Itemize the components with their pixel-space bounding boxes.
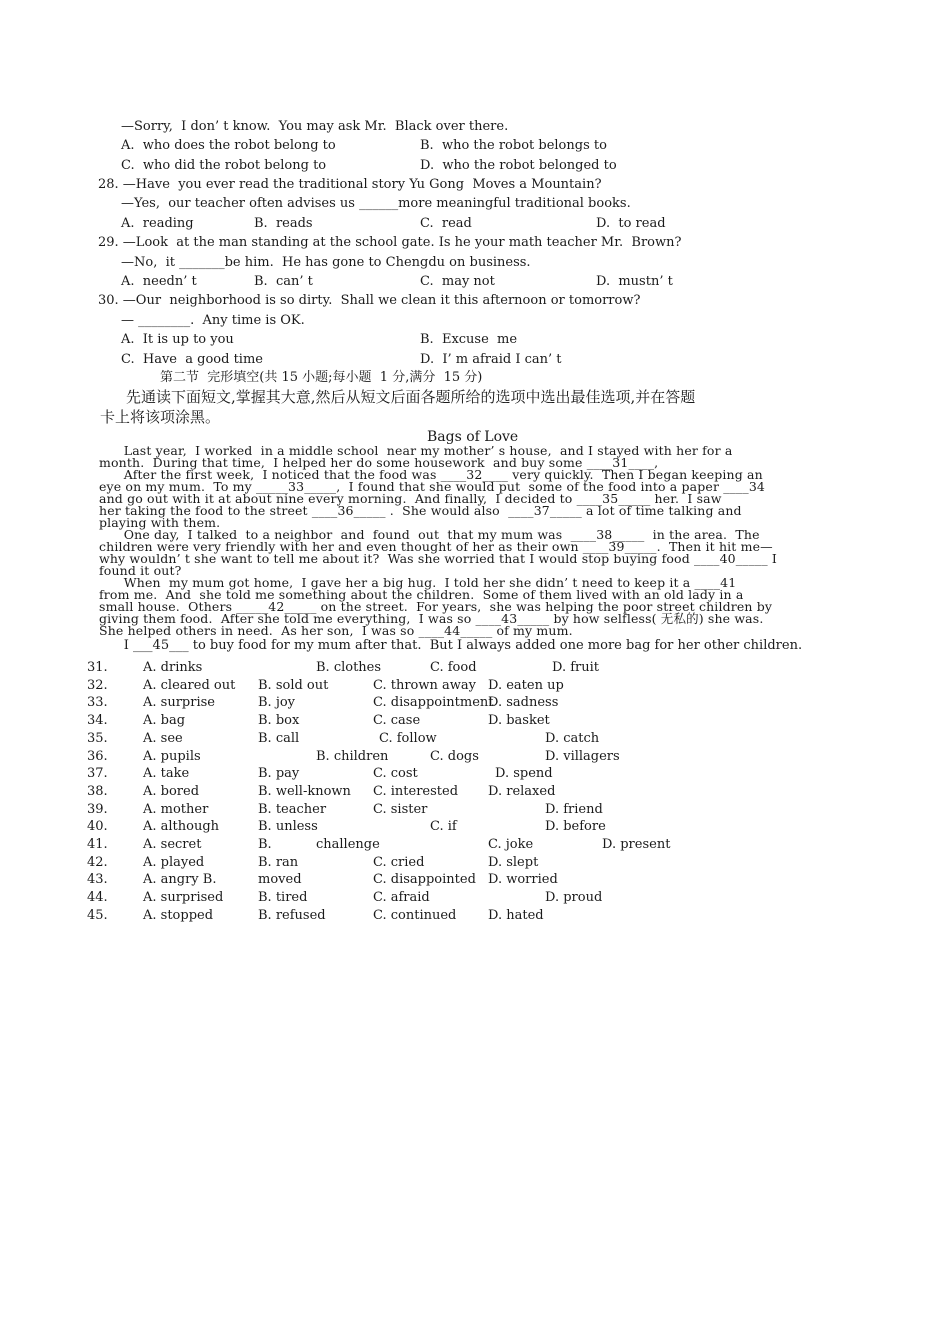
option-choice: C. dogs — [430, 748, 479, 764]
option-choice: B. refused — [258, 907, 326, 923]
passage-line: eye on my mum. To my _____33_____, I found that she would put some of the food into a paper ____34 — [99, 479, 766, 494]
option-choice: B. ran — [258, 854, 299, 870]
option-choice: A. bag — [143, 713, 186, 729]
option-choice: C. follow — [379, 730, 437, 746]
option-choice: C. interested — [373, 783, 459, 799]
option-choice: A. pupils — [143, 748, 201, 764]
option-choice: C. afraid — [373, 890, 430, 906]
option-choice: D. hated — [488, 907, 544, 923]
passage-line: When my mum got home, I gave her a big hug. I told her she didn’ t need to keep it a ____41 — [99, 575, 737, 590]
section-instruction-1: 先通读下面短文,掌握其大意,然后从短文后面各题所给的选项中选出最佳选项,并在答题 — [126, 388, 696, 406]
q28-option-d: D. to read — [596, 216, 666, 231]
option-choice: A. played — [143, 854, 205, 870]
q30-option-b: B. Excuse me — [420, 332, 518, 347]
q27-option-d: D. who the robot belonged to — [420, 158, 617, 173]
passage-line: and go out with it at about nine every morning. And finally, I decided to ____35_____ her. I saw — [99, 491, 722, 506]
option-choice: D. sadness — [488, 695, 559, 711]
q29-option-c: C. may not — [420, 274, 495, 289]
passage-line: from me. And she told me something about the children. Some of them lived with an old lady in a — [99, 587, 744, 602]
option-choice: D. proud — [545, 890, 603, 906]
option-choice: D. catch — [545, 730, 600, 746]
option-choice: D. fruit — [552, 660, 600, 675]
option-row-number: 31. — [87, 660, 108, 675]
q27-answer-line: —Sorry, I don’ t know. You may ask Mr. Black over there. — [121, 119, 509, 134]
option-choice: C. continued — [373, 907, 457, 923]
option-choice: B. joy — [258, 695, 296, 711]
option-row-number: 34. — [87, 713, 108, 729]
q30-answer-line: — ________. Any time is OK. — [121, 313, 305, 328]
q27-option-c: C. who did the robot belong to — [121, 158, 327, 173]
passage-line: giving them food. After she told me everything, I was so ____43_____ by how selfless( 无私的) she was. — [99, 611, 764, 626]
passage-line: She helped others in need. As her son, I was so ____44_____ of my mum. — [99, 623, 573, 638]
passage-line: playing with them. — [99, 515, 221, 530]
option-choice: D. worried — [488, 872, 558, 888]
q27-option-a: A. who does the robot belong to — [121, 138, 336, 153]
passage-line: her taking the food to the street ____36_____ . She would also ____37_____ a lot of time talking and — [99, 503, 742, 518]
option-choice: A. stopped — [143, 907, 214, 923]
option-choice: B. teacher — [258, 801, 327, 817]
passage-title: Bags of Love — [427, 429, 519, 445]
option-choice: B. children — [316, 748, 389, 764]
option-choice: A. although — [143, 819, 220, 835]
option-row-number: 32. — [87, 677, 108, 693]
q30-question: 30. —Our neighborhood is so dirty. Shall we clean it this afternoon or tomorrow? — [98, 293, 641, 308]
q28-answer-line: —Yes, our teacher often advises us ______more meaningful traditional books. — [121, 196, 631, 211]
option-row-number: 40. — [87, 819, 108, 835]
option-choice: challenge — [316, 837, 380, 852]
option-choice: B. sold out — [258, 677, 329, 693]
option-row-number: 35. — [87, 730, 108, 746]
option-choice: B. unless — [258, 819, 318, 835]
q28-option-b: B. reads — [254, 216, 313, 231]
option-choice: A. surprised — [143, 890, 224, 906]
option-choice: B. clothes — [316, 660, 382, 675]
option-choice: A. drinks — [143, 660, 203, 675]
option-choice: C. cried — [373, 854, 425, 870]
option-row-number: 37. — [87, 766, 108, 782]
option-choice: B. tired — [258, 890, 308, 906]
option-choice: D. spend — [495, 766, 553, 782]
passage-line: After the first week, I noticed that the food was ____32____ very quickly. Then I began keeping an — [99, 467, 763, 482]
q29-option-b: B. can’ t — [254, 274, 313, 289]
q29-option-d: D. mustn’ t — [596, 274, 673, 289]
passage-line: children were very friendly with her and even thought of her as their own ____39_____. Then it hit me— — [99, 539, 773, 554]
option-choice: A. take — [143, 766, 190, 782]
option-choice: D. before — [545, 819, 606, 835]
q29-option-a: A. needn’ t — [121, 274, 197, 289]
option-choice: C. joke — [488, 837, 534, 852]
option-choice: A. cleared out — [143, 677, 236, 693]
option-choice: D. basket — [488, 713, 550, 729]
option-choice: A. angry B. — [143, 872, 217, 888]
passage-line: One day, I talked to a neighbor and found out that my mum was ____38_____ in the area. The — [99, 527, 760, 542]
option-choice: A. secret — [143, 837, 202, 852]
q29-question: 29. —Look at the man standing at the school gate. Is he your math teacher Mr. Brown? — [98, 235, 682, 250]
option-choice: C. disappointed — [373, 872, 476, 888]
option-row-number: 45. — [87, 907, 108, 923]
option-choice: C. sister — [373, 801, 428, 817]
option-choice: C. food — [430, 660, 477, 675]
q28-option-a: A. reading — [121, 216, 194, 231]
option-row-number: 38. — [87, 783, 108, 799]
q30-option-c: C. Have a good time — [121, 352, 263, 367]
option-choice: B. call — [258, 730, 300, 746]
option-choice: moved — [258, 872, 302, 888]
passage-line: month. During that time, I helped her do some housework and buy some ____31____, — [99, 455, 659, 470]
option-choice: D. slept — [488, 854, 539, 870]
option-choice: D. present — [602, 837, 671, 852]
option-row-number: 44. — [87, 890, 108, 906]
option-choice: D. eaten up — [488, 677, 564, 693]
option-choice: D. friend — [545, 801, 603, 817]
option-row-number: 41. — [87, 837, 108, 852]
option-choice: A. bored — [143, 783, 200, 799]
passage-last-line: I ___45___ to buy food for my mum after that. But I always added one more bag for her other children. — [99, 638, 803, 653]
option-choice: C. if — [430, 819, 457, 835]
option-choice: A. see — [143, 730, 183, 746]
passage-line: why wouldn’ t she want to tell me about it? Was she worried that I would stop buying food ____40_____ I — [99, 551, 777, 566]
q28-question: 28. —Have you ever read the traditional story Yu Gong Moves a Mountain? — [98, 177, 602, 192]
section-instruction-2: 卡上将该项涂黑。 — [100, 408, 221, 426]
q29-answer-line: —No, it _______be him. He has gone to Chengdu on business. — [121, 255, 531, 270]
option-choice: B. pay — [258, 766, 300, 782]
option-choice: C. disappointment — [373, 695, 494, 711]
option-choice: B. well-known — [258, 783, 351, 799]
q27-option-b: B. who the robot belongs to — [420, 138, 607, 153]
passage-line: found it out? — [99, 563, 182, 578]
q30-option-a: A. It is up to you — [121, 332, 234, 347]
option-row-number: 42. — [87, 854, 108, 870]
option-choice: C. case — [373, 713, 421, 729]
option-choice: C. cost — [373, 766, 418, 782]
option-choice: D. relaxed — [488, 783, 556, 799]
option-choice: B. box — [258, 713, 300, 729]
option-choice: A. surprise — [143, 695, 215, 711]
option-row-number: 43. — [87, 872, 108, 888]
section-heading: 第二节 完形填空(共 15 小题;每小题 1 分,满分 15 分) — [160, 370, 483, 385]
option-choice: C. thrown away — [373, 677, 476, 693]
q28-option-c: C. read — [420, 216, 472, 231]
q30-option-d: D. I’ m afraid I can’ t — [420, 352, 562, 367]
option-choice: B. — [258, 837, 272, 852]
option-row-number: 33. — [87, 695, 108, 711]
option-choice: A. mother — [143, 801, 209, 817]
passage-line: Last year, I worked in a middle school near my mother’ s house, and I stayed with her for a — [99, 443, 733, 458]
option-row-number: 39. — [87, 801, 108, 817]
option-choice: D. villagers — [545, 748, 620, 764]
option-row-number: 36. — [87, 748, 108, 764]
passage-line: small house. Others _____42_____ on the street. For years, she was helping the poor street children by — [99, 599, 773, 614]
